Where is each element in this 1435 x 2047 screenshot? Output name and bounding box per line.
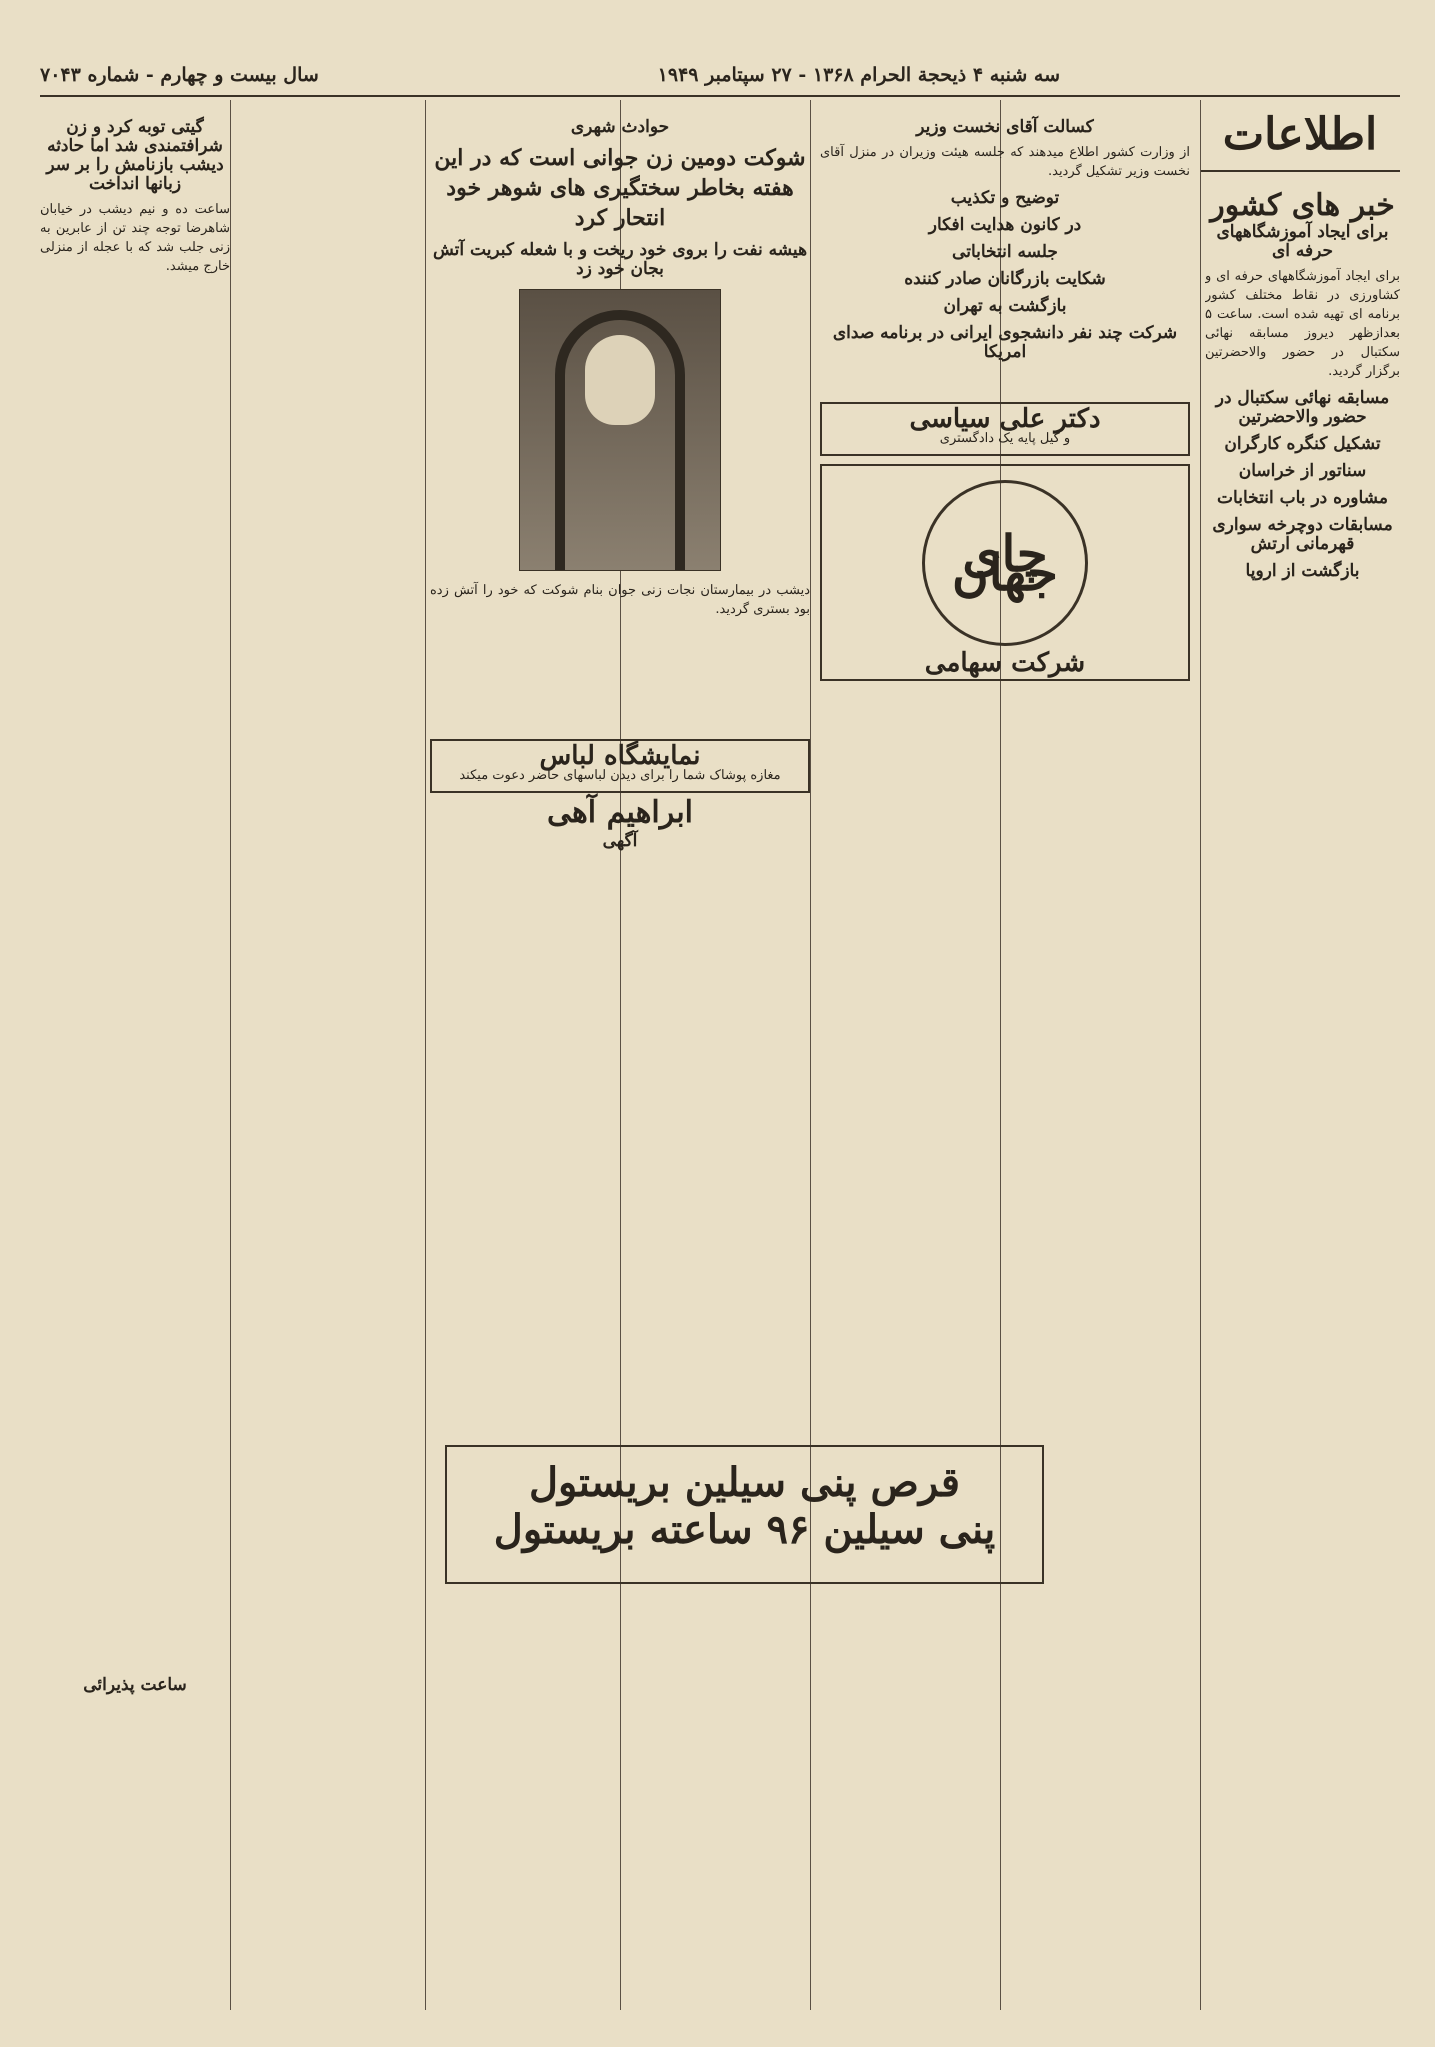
penicillin-line-1: قرص پنی سیلین بریستول — [528, 1459, 961, 1506]
subhead: سناتور از خراسان — [1238, 461, 1367, 481]
tea-company: شرکت سهامی — [924, 648, 1086, 678]
article-body: دیشب در بیمارستان نجات زنی جوان بنام شوکت که خود را آتش زده بود بستری گردید. — [430, 583, 810, 617]
subhead: بازگشت از اروپا — [1245, 561, 1360, 581]
subhead: کسالت آقای نخست وزیر — [916, 117, 1094, 137]
column-divider — [425, 100, 426, 2010]
hours-title: ساعت پذیرائی — [83, 1675, 187, 1695]
top-bar — [40, 60, 1400, 90]
face-shape — [585, 335, 655, 425]
column-middle-news — [820, 110, 1190, 2000]
tea-ad — [820, 464, 1190, 681]
column-left-story — [40, 110, 230, 2000]
date-line: سه شنبه ۴ ذیحجة الحرام ۱۳۶۸ - ۲۷ سپتامبر ۱۹۴۹ — [657, 64, 1060, 86]
subhead: مسابقه نهائی سکتبال در حضور والاحضرتین — [1215, 388, 1390, 427]
penicillin-ad — [445, 1445, 1044, 1584]
fashion-title: نمایشگاه لباس — [539, 741, 701, 771]
subhead: مسابقات دوچرخه سواری قهرمانی ارتش — [1212, 515, 1393, 554]
column-country-news — [1205, 190, 1400, 2000]
doctor-name: دکتر علی سیاسی — [909, 404, 1101, 434]
event-subheadline: هیشه نفت را بروی خود ریخت و با شعله کبریت آتش بجان خود زد — [432, 240, 808, 279]
subhead: برای ایجاد آموزشگاههای حرفه ای — [1216, 222, 1389, 261]
doctor-ad — [820, 402, 1190, 456]
subhead: توضیح و تکذیب — [950, 188, 1060, 208]
notice-title: آگهی — [602, 831, 638, 851]
subhead: بازگشت به تهران — [943, 296, 1067, 316]
fashion-ad — [430, 739, 810, 793]
tea-logo: چای جهان — [922, 480, 1088, 646]
subhead: مشاوره در باب انتخابات — [1217, 488, 1388, 508]
header-rule — [40, 95, 1400, 97]
column-city-event — [430, 110, 810, 2000]
portrait-photo — [519, 289, 721, 571]
signature-ad: ابراهیم آهی — [546, 795, 693, 830]
story-title: گیتی توبه کرد و زن شرافتمندی شد اما حادثه دیشب بازنامش را بر سر زبانها انداخت — [46, 117, 224, 194]
penicillin-line-2: پنی سیلین ۹۶ ساعته بریستول — [493, 1506, 996, 1553]
masthead: اطلاعات — [1200, 100, 1400, 172]
subhead: جلسه انتخاباتی — [952, 242, 1058, 262]
doctor-note: و کیل پایه یک دادگستری — [939, 431, 1071, 446]
article-body: از وزارت کشور اطلاع میدهند که جلسه هیئت وزیران در منزل آقای نخست وزیر تشکیل گردید. — [820, 145, 1190, 179]
subhead: شرکت چند نفر دانشجوی ایرانی در برنامه صدای امریکا — [832, 323, 1178, 362]
subhead: شکایت بازرگانان صادر کننده — [904, 269, 1106, 289]
article-body: برای ایجاد آموزشگاههای حرفه ای و کشاورزی در نقاط مختلف کشور برنامه ای تهیه شده است. ساعت ۵ بعدازظهر دیروز مسابقه نهائی سکتبال در حضور والاحضرتین برگزار گردید. — [1205, 269, 1400, 379]
event-headline: شوکت دومین زن جوانی است که در این هفته بخاطر سختگیری های شوهر خود انتحار کرد — [434, 145, 806, 231]
column-divider — [230, 100, 231, 2010]
issue-line: سال بیست و چهارم - شماره ۷۰۴۳ — [40, 64, 319, 86]
subhead: در کانون هدایت افکار — [928, 215, 1082, 235]
section-label: حوادث شهری — [570, 117, 670, 137]
newspaper-page — [40, 40, 1400, 2020]
section-title: خبر های کشور — [1210, 190, 1395, 223]
subhead: تشکیل کنگره کارگران — [1224, 434, 1381, 454]
fashion-sub: مغازه پوشاک شما را برای دیدن لباسهای حاضر دعوت میکند — [459, 768, 781, 783]
article-body: ساعت ده و نیم دیشب در خیابان شاهرضا توجه چند تن از عابرین به زنی جلب شد که با عجله از منزلی خارج میشد. — [40, 202, 230, 274]
column-divider — [1200, 100, 1201, 2010]
column-divider — [810, 100, 811, 2010]
